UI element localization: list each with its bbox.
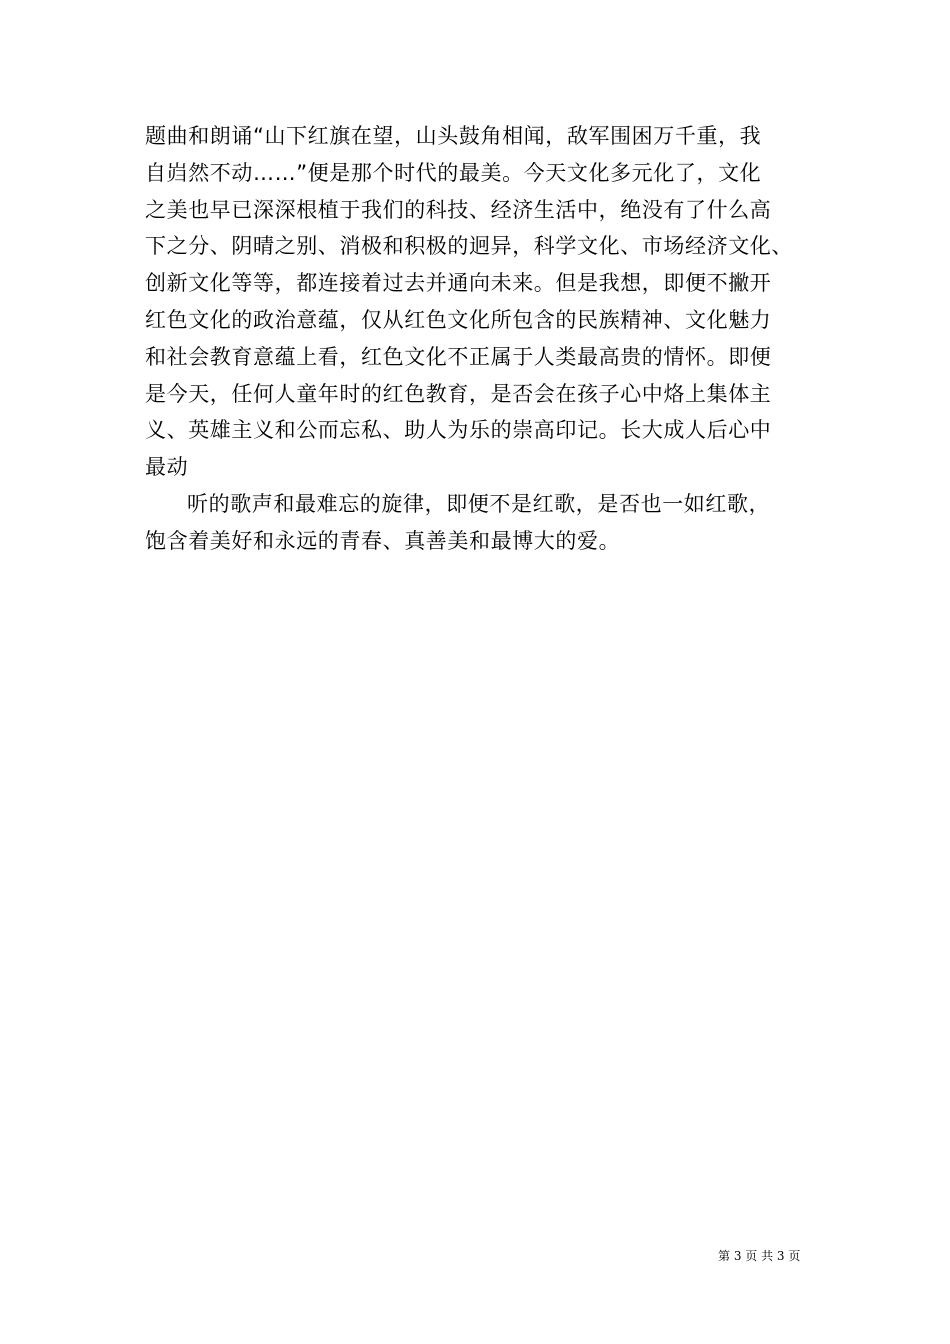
paragraph-1: [145, 118, 815, 486]
text-line: 听的歌声和最难忘的旋律，即便不是红歌，是否也一如红歌，: [187, 491, 771, 516]
text-line: 下之分、阴晴之别、消极和积极的迥异，科学文化、市场经济文化、: [145, 234, 793, 259]
paragraph-2: [145, 486, 815, 560]
document-body: [145, 118, 815, 560]
text-line: 义、英雄主义和公而忘私、助人为乐的崇高印记。长大成人后心中: [145, 418, 772, 443]
text-line: 和社会教育意蕴上看，红色文化不正属于人类最高贵的情怀。即便: [145, 344, 772, 369]
text-line: 创新文化等等，都连接着过去并通向未来。但是我想，即便不撇开: [145, 271, 772, 296]
text-line: 自岿然不动……”便是那个时代的最美。今天文化多元化了，文化: [145, 160, 762, 185]
page-number-footer: 第 3 页 共 3 页: [718, 1249, 801, 1263]
text-line: 题曲和朗诵“山下红旗在望，山头鼓角相闻，敌军围困万千重，我: [145, 124, 762, 148]
text-line: 红色文化的政治意蕴，仅从红色文化所包含的民族精神、文化魅力: [145, 307, 772, 332]
text-line: 最动: [145, 455, 189, 480]
text-line: 之美也早已深深根植于我们的科技、经济生活中，绝没有了什么高: [145, 197, 772, 222]
text-line: 是今天，任何人童年时的红色教育，是否会在孩子心中烙上集体主: [145, 381, 772, 406]
text-line: 饱含着美好和永远的青春、真善美和最博大的爱。: [145, 528, 621, 553]
